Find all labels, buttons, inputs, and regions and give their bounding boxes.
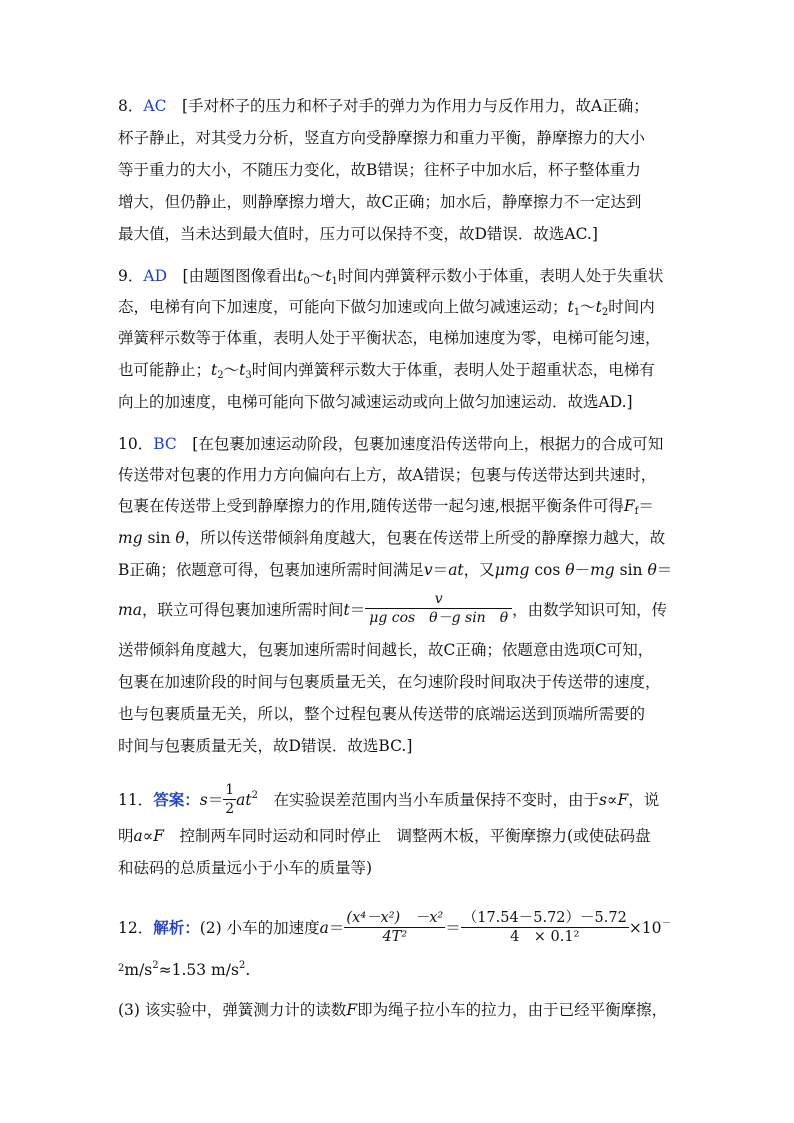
q9-text-1b: 时间内弹簧秤示数小于体重，表明人处于失重状 <box>337 267 664 285</box>
tilde-2: ～ <box>580 298 596 316</box>
q9-text-4a: 也可能静止； <box>118 361 212 379</box>
q8-line-3: 等于重力的大小，不随压力变化，故B错误；往杯子中加水后，杯子整体重力 <box>118 161 641 179</box>
F: F <box>617 791 629 809</box>
times-ten: ×10 <box>628 919 662 937</box>
t2b: t <box>211 361 218 379</box>
q10-line-9: 也与包裹质量无关，所以，整个过程包裹从传送带的底端运送到顶端所需要的 <box>118 705 646 723</box>
half-denominator: 2 <box>225 800 235 817</box>
t3-sub: 3 <box>245 370 252 381</box>
q9-number: 9． <box>118 267 144 285</box>
q12-analysis-label: 解析： <box>153 918 200 937</box>
q12-line-1 <box>118 904 672 948</box>
q9-text-2b: 时间内 <box>608 298 655 316</box>
t1b: t <box>567 298 574 316</box>
theta-3: θ <box>647 561 657 579</box>
proportional: ∝ <box>607 791 618 809</box>
q12-text-1a: (2) 小车的加速度 <box>199 919 320 937</box>
q8-line-1 <box>118 96 649 116</box>
t2: t <box>595 298 602 316</box>
q11-line-1 <box>118 778 659 818</box>
q10-line-6 <box>118 592 667 628</box>
q10-line-7: 送带倾斜角度越大，包裹加速所需时间越长，故C正确；依题意由选项C可知， <box>118 641 654 659</box>
minus: － <box>574 561 591 579</box>
q11-line-2 <box>118 826 651 846</box>
s: s <box>199 791 208 809</box>
q10-line-8: 包裹在加速阶段的时间与包裹质量无关，在匀速阶段时间取决于传送带的速度， <box>118 673 661 691</box>
period: . <box>245 961 251 979</box>
F-f-sub: f <box>634 506 639 517</box>
squared: 2 <box>251 790 259 801</box>
equals: ＝ <box>638 497 654 515</box>
theta: θ <box>175 529 185 547</box>
t: t <box>343 601 350 619</box>
mu-mg: μmg <box>494 561 530 579</box>
t3: t <box>239 361 246 379</box>
tilde-3: ～ <box>223 361 240 379</box>
mg-2: mg <box>590 561 615 579</box>
q11-text-2b: 控制两车同时运动和同时停止 调整两木板，平衡摩擦力(或使砝码盘 <box>164 827 651 845</box>
half-numerator: 1 <box>225 781 235 798</box>
proportional-2: ∝ <box>142 827 154 845</box>
mg: mg <box>118 529 143 547</box>
unit-sq-2: 2 <box>238 960 246 971</box>
q10-text-6b: ，联立可得包裹加速所需时间 <box>141 601 344 619</box>
unit-sq: 2 <box>152 960 159 971</box>
q12-line-2 <box>118 956 250 980</box>
t2b-sub: 2 <box>217 370 224 381</box>
accel-fraction-1 <box>344 909 445 946</box>
sin-2: sin <box>614 561 648 579</box>
theta-2: θ <box>565 561 575 579</box>
fraction-numerator: v <box>434 590 443 607</box>
q12-text-3a: (3) 该实验中，弹簧测力计的读数 <box>118 1001 347 1019</box>
a: a <box>133 827 143 845</box>
F-f: F <box>623 497 635 515</box>
q10-line-4 <box>118 528 665 548</box>
unit-ms: m/s <box>124 961 153 979</box>
q10-text-1: [在包裹加速运动阶段，包裹加速度沿传送带向上，根据力的合成可知 <box>192 435 664 453</box>
accel-denominator-1: 4T² <box>344 927 445 946</box>
equals-5: ＝ <box>207 791 224 809</box>
q10-line-3 <box>118 496 654 522</box>
q10-answer: BC <box>153 435 177 453</box>
q9-text-4b: 时间内弹簧秤示数大于体重，表明人处于超重状态，电梯有 <box>251 361 655 379</box>
t1-sub: 1 <box>331 276 338 287</box>
equals-7: ＝ <box>445 919 461 937</box>
q8-text-1: [手对杯子的压力和杯子对手的弹力为作用力与反作用力，故A正确； <box>181 97 649 115</box>
q11-line-3: 和砝码的总质量远小于小车的质量等) <box>118 859 373 877</box>
q10-text-5b: ，又 <box>463 561 495 579</box>
q10-text-3a: 包裹在传送带上受到静摩擦力的作用,随传送带一起匀速,根据平衡条件可得 <box>118 497 624 515</box>
t1: t <box>325 267 332 285</box>
q10-line-1 <box>118 434 663 454</box>
a-2: a <box>319 919 329 937</box>
q9-line-2 <box>118 297 655 323</box>
exp-two: 2 <box>118 963 125 974</box>
exp-minus: － <box>661 918 672 929</box>
equals-3: ＝ <box>656 561 673 579</box>
time-fraction <box>365 590 512 627</box>
q10-line-5 <box>118 560 672 580</box>
t1b-sub: 1 <box>573 307 581 318</box>
t2-sub: 2 <box>601 307 609 318</box>
q11-text-1c: ，说 <box>628 791 660 809</box>
q11-text-1b: 在实验误差范围内当小车质量保持不变时，由于 <box>258 791 600 809</box>
t0-sub: 0 <box>303 276 310 287</box>
at: at <box>448 561 464 579</box>
sin: sin <box>142 529 176 547</box>
q11-answer-label: 答案： <box>153 790 200 809</box>
q10-line-10: 时间与包裹质量无关，故D错误．故选BC.] <box>118 737 413 755</box>
q8-line-5: 最大值，当未达到最大值时，压力可以保持不变，故D错误．故选AC.] <box>118 225 598 243</box>
q8-line-4: 增大，但仍静止，则静摩擦力增大，故C正确；加水后，静摩擦力不一定达到 <box>118 193 642 211</box>
half-fraction <box>223 781 236 818</box>
accel-fraction-2 <box>461 909 629 946</box>
q9-text-1a: [由题图图像看出 <box>182 267 298 285</box>
F-2: F <box>153 827 165 845</box>
q12-number: 12． <box>118 919 154 937</box>
equals-6: ＝ <box>328 919 345 937</box>
v: v <box>423 561 433 579</box>
q10-text-6c: ，由数学知识可知，传 <box>512 601 668 619</box>
fraction-denominator: μg cos θ－g sin θ <box>365 608 512 627</box>
q9-answer: AD <box>143 267 167 285</box>
accel-denominator-2: 4 × 0.1² <box>461 927 629 946</box>
cos: cos <box>529 561 566 579</box>
ma: ma <box>118 601 142 619</box>
q10-text-4d: ，所以传送带倾斜角度越大，包裹在传送带上所受的静摩擦力越大，故 <box>184 529 666 547</box>
q9-line-5: 向上的加速度，电梯可能向下做匀减速运动或向上做匀加速运动．故选AD.] <box>118 393 633 411</box>
q9-line-1 <box>118 266 663 292</box>
s-2: s <box>599 791 607 809</box>
at-2: at <box>236 791 252 809</box>
q10-text-5a: B正确；依题意可得，包裹加速所需时间满足 <box>118 561 424 579</box>
q8-answer: AC <box>143 97 167 115</box>
q11-number: 11． <box>118 791 154 809</box>
q9-text-2a: 态，电梯有向下加速度，可能向下做匀加速或向上做匀减速运动； <box>118 298 568 316</box>
F-3: F <box>346 1001 358 1019</box>
approx-value: ≈1.53 m/s <box>158 961 239 979</box>
q10-number: 10． <box>118 435 154 453</box>
q12-line-3 <box>118 1000 667 1020</box>
q8-line-2: 杯子静止，对其受力分析，竖直方向受静摩擦力和重力平衡，静摩擦力的大小 <box>118 129 646 147</box>
tilde: ～ <box>309 267 326 285</box>
t0: t <box>297 267 304 285</box>
q12-text-3b: 即为绳子拉小车的拉力，由于已经平衡摩擦， <box>357 1001 668 1019</box>
q10-line-2: 传送带对包裹的作用力方向偏向右上方，故A错误；包裹与传送带达到共速时， <box>118 466 657 484</box>
equals-2: ＝ <box>432 561 449 579</box>
q9-line-4 <box>118 360 655 386</box>
equals-4: ＝ <box>349 601 366 619</box>
accel-numerator-2: （17.54－5.72）－5.72 <box>462 909 627 926</box>
q8-number: 8． <box>118 97 144 115</box>
accel-numerator-1: (x⁴－x²) －x² <box>346 909 444 926</box>
q11-text-2a: 明 <box>118 827 134 845</box>
q9-line-3: 弹簧秤示数等于体重，表明人处于平衡状态，电梯加速度为零，电梯可能匀速， <box>118 329 661 347</box>
